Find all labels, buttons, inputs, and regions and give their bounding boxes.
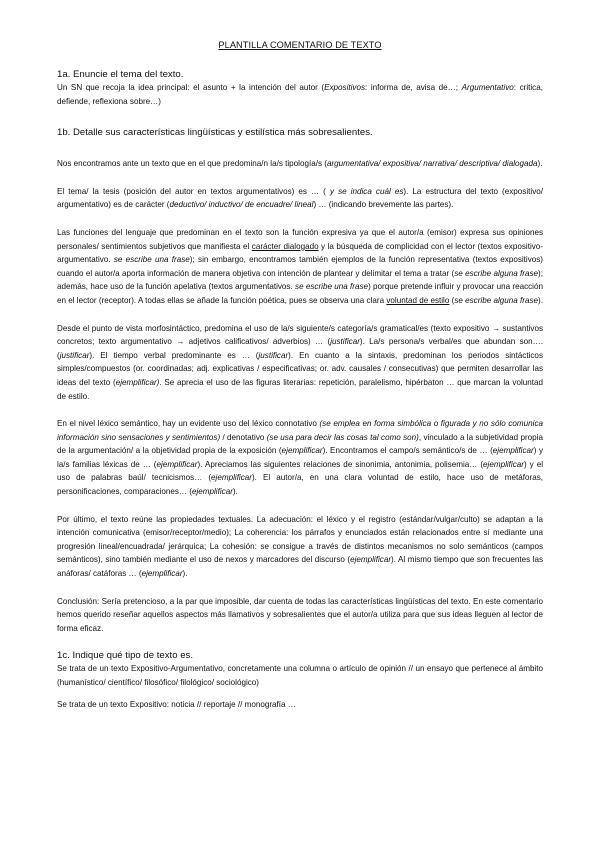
paragraph-tipo-texto-1: Se trata de un texto Expositivo-Argumentativo, concretamente una columna o artículo de opinión // un ensayo que pertenece al ámbito (humanístico/ científico/ filosófico/ filológico/ sociológico) (57, 664, 543, 687)
paragraph-conclusion: Conclusión: Sería pretencioso, a la par que imposible, dar cuenta de todas las características lingüísticas del texto. En este comentario hemos querido reseñar aquellos aspectos más llamativos y sobresalientes que el autor/a utiliza para que sus ideas lleguen al lector de forma eficaz. (57, 596, 543, 633)
document-page (57, 40, 543, 711)
paragraph-morfosintactico: Desde el punto de vista morfosintáctico, predomina el uso de la/s siguiente/s categoría/s gramatical/es (texto expositivo → sustantivos concretos; texto argumentativo → adjetivos calificativos/ adverbios) … (justificar). La/s persona/s verbal/es que abundan son…. (justificar). El tiempo verbal predominante es … (justificar). En cuanto a la sintaxis, predominan los periodos sintácticos simples/compuestos (or. coordinadas; adj. explicativas / especificativas; or. adv. causales / consecutivas) que permiten desarrollar las ideas del texto (ejemplificar). Se aprecia el uso de las figuras literarias: repetición, paralelismo, hipérbaton … que marcan la voluntad de estilo. (57, 323, 543, 401)
paragraph-tipologia: Nos encontramos ante un texto que en el que predomina/n la/s tipología/s (argumentativa/ expositiva/ narrativa/ descriptiva/ dialogada). (57, 159, 543, 169)
section-1a-heading: 1a. Enuncie el tema del texto. (57, 69, 184, 80)
paragraph-tema-estructura: El tema/ la tesis (posición del autor en textos argumentativos) es … ( y se indica cuál es). La estructura del texto (expositivo/ argumentativo) es de carácter (deductivo/ inductivo/ de encuadre/ lineal) … (indicando brevemente las partes). (57, 186, 543, 210)
section-1a-text: Un SN que recoja la idea principal: el asunto + la intención del autor (Expositivos: informa de, avisa de…; Argumentativo: critica, defiende, reflexiona sobre…) (57, 83, 543, 106)
paragraph-lexico-semantico: En el nivel léxico semántico, hay un evidente uso del léxico connotativo (se emplea en forma simbólica o figurada y no sólo comunica información sino sensaciones y sentimientos) / denotativo (se usa para decir las cosas tal como son), vinculado a la subjetividad propia de la argumentación/ a la objetividad propia de la exposición (ejemplificar). Encontramos el campo/s semántico/s de … (ejemplificar) y la/s familias léxicas de … (ejemplificar). Apreciamos las siguientes relaciones de sinonimia, antonimia, polisemia… (ejemplificar) y el uso de palabras baúl/ tecnicismos… (ejemplificar). El autor/a, en una clara voluntad de estilo, hace uso de metáforas, personificaciones, comparaciones… (ejemplificar). (57, 419, 543, 497)
paragraph-funciones-lenguaje: Las funciones del lenguaje que predominan en el texto son la función expresiva ya que el autor/a (emisor) expresa sus opiniones personales/ sentimientos subjetivos que manifiesta el carácter dialogado y la búsqueda de complicidad con el lector (textos expositivo-argumentativo. se escribe una frase); sin embargo, encontramos también ejemplos de la función representativa (textos expositivos) cuando el autor/a aporta información de manera objetiva con intención de plantear y delimitar el tema a tratar (se escribe alguna frase); además, hace uso de la función apelativa (textos argumentativos. se escribe una frase) porque pretende influir y provocar una reacción en el lector (receptor). A todas ellas se añade la función poética, pues se observa una clara voluntad de estilo (se escribe alguna frase). (57, 227, 544, 305)
paragraph-tipo-texto-2: Se trata de un texto Expositivo: noticia // reportaje // monografía … (57, 699, 296, 709)
page-title: PLANTILLA COMENTARIO DE TEXTO (218, 40, 382, 50)
section-1c-heading: 1c. Indique qué tipo de texto es. (57, 650, 194, 662)
paragraph-propiedades-textuales: Por último, el texto reúne las propiedades textuales. La adecuación: el léxico y el registro (estándar/vulgar/culto) se adaptan a la intención comunicativa (emisor/receptor/medio); La coherencia: los párrafos y enunciados están relacionados entre sí mediante una progresión lineal/encuadrada/ jerárquica; La cohesión: se consigue a través de distintos mecanismos no solo semánticos (campos semánticos), sino también mediante el uso de nexos y marcadores del discurso (ejemplificar). Al mismo tiempo que son frecuentes las anáforas/ catáforas … (ejemplificar). (57, 514, 543, 579)
section-1b-heading: 1b. Detalle sus características lingüísticas y estilística más sobresalientes. (57, 127, 373, 139)
